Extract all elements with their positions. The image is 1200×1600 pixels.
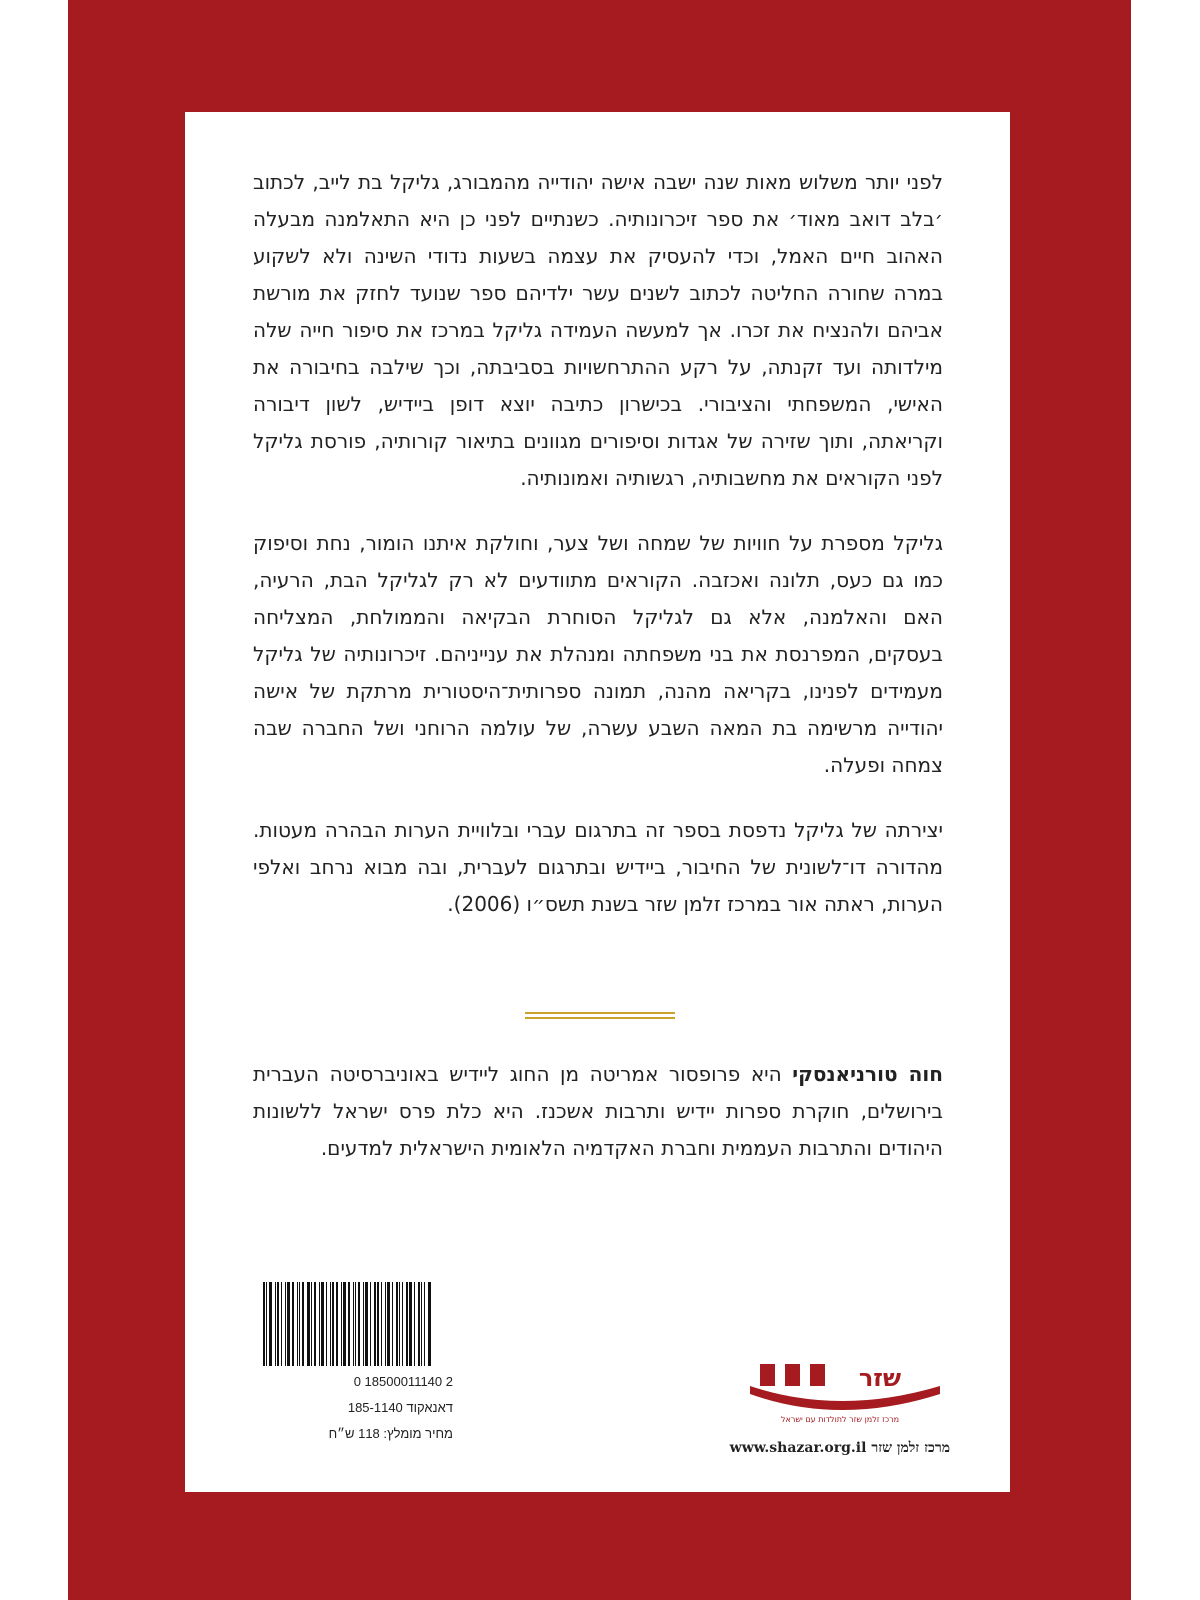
barcode-bar bbox=[307, 1282, 310, 1366]
barcode-bar bbox=[385, 1282, 386, 1366]
barcode-bar bbox=[302, 1282, 304, 1366]
barcode-bar bbox=[299, 1282, 300, 1366]
barcode-bar bbox=[281, 1282, 282, 1366]
barcode-bar bbox=[381, 1282, 382, 1366]
barcode-bar bbox=[374, 1282, 376, 1366]
publisher-line bbox=[650, 1440, 950, 1457]
barcode-number: 0 18500011140 2 bbox=[353, 1374, 453, 1389]
publisher-name: מרכז זלמן שזר bbox=[871, 1440, 950, 1456]
barcode-bar bbox=[321, 1282, 324, 1366]
barcode-area bbox=[263, 1282, 453, 1444]
barcode-bar bbox=[406, 1282, 408, 1366]
barcode-bar bbox=[358, 1282, 360, 1366]
barcode-icon bbox=[263, 1282, 453, 1366]
barcode-bar bbox=[297, 1282, 298, 1366]
barcode-bar bbox=[421, 1282, 422, 1366]
barcode-bar bbox=[402, 1282, 403, 1366]
barcode-bar bbox=[365, 1282, 368, 1366]
barcode-bar bbox=[428, 1282, 431, 1366]
barcode-bar bbox=[341, 1282, 342, 1366]
barcode-bar bbox=[377, 1282, 379, 1366]
author-bio bbox=[253, 1056, 943, 1167]
barcode-bar bbox=[311, 1282, 312, 1366]
barcode-bar bbox=[387, 1282, 390, 1366]
barcode-bar bbox=[275, 1282, 276, 1366]
blurb-text bbox=[253, 164, 943, 951]
blurb-paragraph-2: גליקל מספרת על חוויות של שמחה ושל צער, וחולקת איתנו הומור, נחת וסיפוק כמו גם כעס, תלונה ואכזבה. הקוראים מתוודעים לא רק לגליקל הבת, הרעיה, האם והאלמנה, אלא גם לגליקל הסוחרת הבקיאה והממולחת, המצליחה בעסקים, המפרנסת את בני משפחתה ומנהלת את ענייניהם. זיכרונותיה של גליקל מעמידים לפנינו, בקריאה מהנה, תמונה ספרותית־היסטורית מרתקת של אישה יהודייה מרשימה בת המאה השבע עשרה, של עולמה הרוחני ושל החברה שבה צמחה ופעלה. bbox=[253, 531, 943, 777]
author-bio-text: היא פרופסור אמריטה מן החוג ליידיש באוניברסיטה העברית בירושלים, חוקרת ספרות יידיש ותרבות אשכנז. היא כלת פרס ישראל ללשונות היהודים והתרבות העממית וחברת האקדמיה הלאומית הישראלית למדעים. bbox=[253, 1062, 943, 1160]
barcode-bar bbox=[355, 1282, 356, 1366]
logo-tagline: מרכז זלמן שזר לתולדות עם ישראל bbox=[780, 1415, 900, 1424]
barcode-bar bbox=[287, 1282, 290, 1366]
barcode-bar bbox=[353, 1282, 354, 1366]
barcode-bar bbox=[343, 1282, 346, 1366]
barcode-bar bbox=[399, 1282, 400, 1366]
author-name: חוה טורניאנסקי bbox=[792, 1062, 943, 1086]
barcode-bar bbox=[319, 1282, 320, 1366]
blurb-paragraph-3: יצירתה של גליקל נדפסת בספר זה בתרגום עברי ובלוויית הערות הבהרה מעטות. מהדורה דו־לשונית של החיבור, ביידיש ובתרגום לעברית, ובה מבוא נרחב ואלפי הערות, ראתה אור במרכז זלמן שזר בשנת תשס״ו (2006). bbox=[253, 818, 943, 916]
barcode-bar bbox=[266, 1282, 267, 1366]
barcode-bar bbox=[418, 1282, 420, 1366]
publisher-url[interactable]: www.shazar.org.il bbox=[729, 1440, 867, 1456]
barcode-bar bbox=[330, 1282, 331, 1366]
barcode-bar bbox=[263, 1282, 265, 1366]
barcode-bar bbox=[392, 1282, 393, 1366]
barcode-bar bbox=[314, 1282, 316, 1366]
barcode-bar bbox=[414, 1282, 415, 1366]
barcode-bar bbox=[269, 1282, 272, 1366]
barcode-bar bbox=[277, 1282, 279, 1366]
shazar-logo-icon bbox=[730, 1356, 950, 1426]
back-cover-panel bbox=[185, 112, 1010, 1492]
barcode-bar bbox=[292, 1282, 294, 1366]
barcode-bar bbox=[396, 1282, 398, 1366]
publisher-block bbox=[650, 1356, 950, 1457]
barcode-bar bbox=[424, 1282, 425, 1366]
gold-divider bbox=[525, 1012, 675, 1019]
barcode-bar bbox=[370, 1282, 371, 1366]
barcode-bar bbox=[336, 1282, 338, 1366]
danacode: דאנאקוד 185-1140 bbox=[347, 1400, 453, 1415]
price: מחיר מומלץ: 118 ש״ח bbox=[328, 1426, 453, 1441]
barcode-bar bbox=[348, 1282, 350, 1366]
barcode-bar bbox=[326, 1282, 327, 1366]
logo-text: שזר bbox=[858, 1364, 902, 1392]
barcode-bar bbox=[363, 1282, 364, 1366]
barcode-bar bbox=[285, 1282, 286, 1366]
barcode-bar bbox=[409, 1282, 412, 1366]
barcode-bar bbox=[332, 1282, 334, 1366]
blurb-paragraph-1: לפני יותר משלוש מאות שנה ישבה אישה יהודייה מהמבורג, גליקל בת לייב, לכתוב ׳בלב דואב מאוד׳ את ספר זיכרונותיה. כשנתיים לפני כן היא התאלמנה מבעלה האהוב חיים האמל, וכדי להעסיק את עצמה בשעות נדודי השינה ולא לשקוע במרה שחורה החליטה לכתוב לשנים עשר ילדיהם ספר שנועד לחזק את מורשת אביהם ולהנציח את זכרו. אך למעשה העמידה גליקל במרכז את סיפור חייה שלה מילדותה ועד זקנתה, על רקע ההתרחשויות בסביבתה, וכך שילבה בחיבורה את האישי, המשפחתי והציבורי. בכישרון כתיבה יוצא דופן ביידיש, לשון דיבורה וקריאתה, ותוך שזירה של אגדות וסיפורים מגוונים בתיאור קורותיה, פורסת גליקל לפני הקוראים את מחשבותיה, רגשותיה ואמונותיה. bbox=[253, 170, 943, 490]
